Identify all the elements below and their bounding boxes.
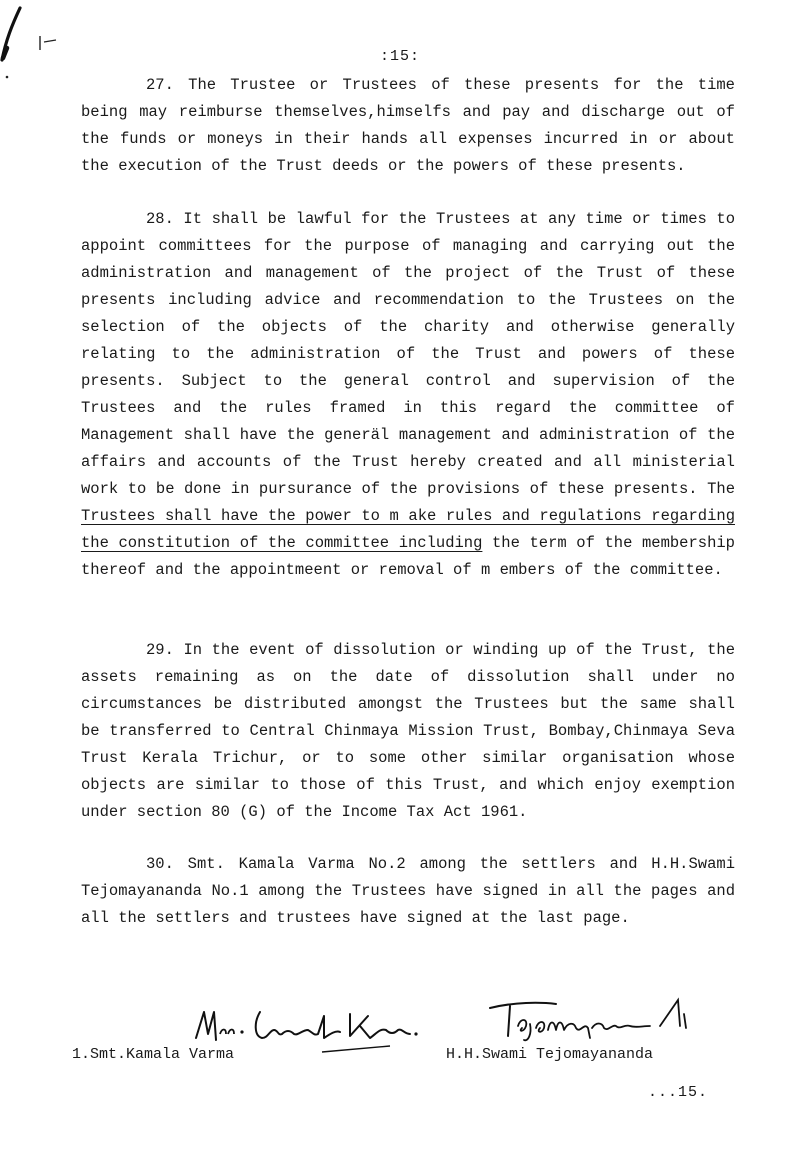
signature-tejomayananda: [484, 994, 714, 1046]
paragraph-29: [81, 637, 735, 826]
paragraph-29-text: 29. In the event of dissolution or winding up of the Trust, the assets remaining as on the date of dissolution shall under no circumstances be distributed amongst the Trustees but the same shall be transferred to Central Chinmaya Mission Trust, Bombay,Chinmaya Seva Trust Kerala Trichur, or to some other similar organisation whose objects are similar to those of this Trust, and which enjoy exemption under section 80 (G) of the Income Tax Act 1961.: [81, 641, 735, 821]
paragraph-28-underlined-text: Trustees shall have the power to m ake rules and regulations regarding the constitution of the committee including: [81, 507, 735, 552]
margin-pen-mark: [0, 0, 70, 90]
paragraph-30-text: 30. Smt. Kamala Varma No.2 among the settlers and H.H.Swami Tejomayananda No.1 among the Trustees have signed in all the pages and all the settlers and trustees have signed at the last page.: [81, 855, 735, 927]
signatory-name-left: 1.Smt.Kamala Varma: [72, 1046, 235, 1063]
paragraph-27-text: 27. The Trustee or Trustees of these presents for the time being may reimburse themselves,himselfs and pay and discharge out of the funds or moneys in their hands all expenses incurred in or about the execution of the Trust deeds or the powers of these presents.: [81, 76, 735, 175]
page-number: :15:: [379, 48, 420, 65]
continued-page-marker: ...15.: [648, 1084, 709, 1101]
paragraph-28-text-end: the term of the membership thereof and the appointmeent or removal of m embers of the committee.: [81, 534, 735, 579]
paragraph-27: [81, 72, 735, 180]
paragraph-30: [81, 851, 735, 932]
paragraph-28-text: 28. It shall be lawful for the Trustees at any time or times to appoint committees for the purpose of managing and carrying out the administration and management of the project of the Trust of these presents including advice and recommendation to the Trustees on the selection of the objects of the charity and otherwise generally relating to the administration of the Trust and powers of these presents. Subject to the general control and supervision of the Trustees and the rules framed in this regard the committee of Management shall have the generäl management and administration of the affairs and accounts of the Trust hereby created and all ministerial work to be done in pursurance of the provisions of these presents. The: [81, 210, 735, 498]
paragraph-28: [81, 206, 735, 584]
signatory-name-right: H.H.Swami Tejomayananda: [446, 1046, 654, 1063]
